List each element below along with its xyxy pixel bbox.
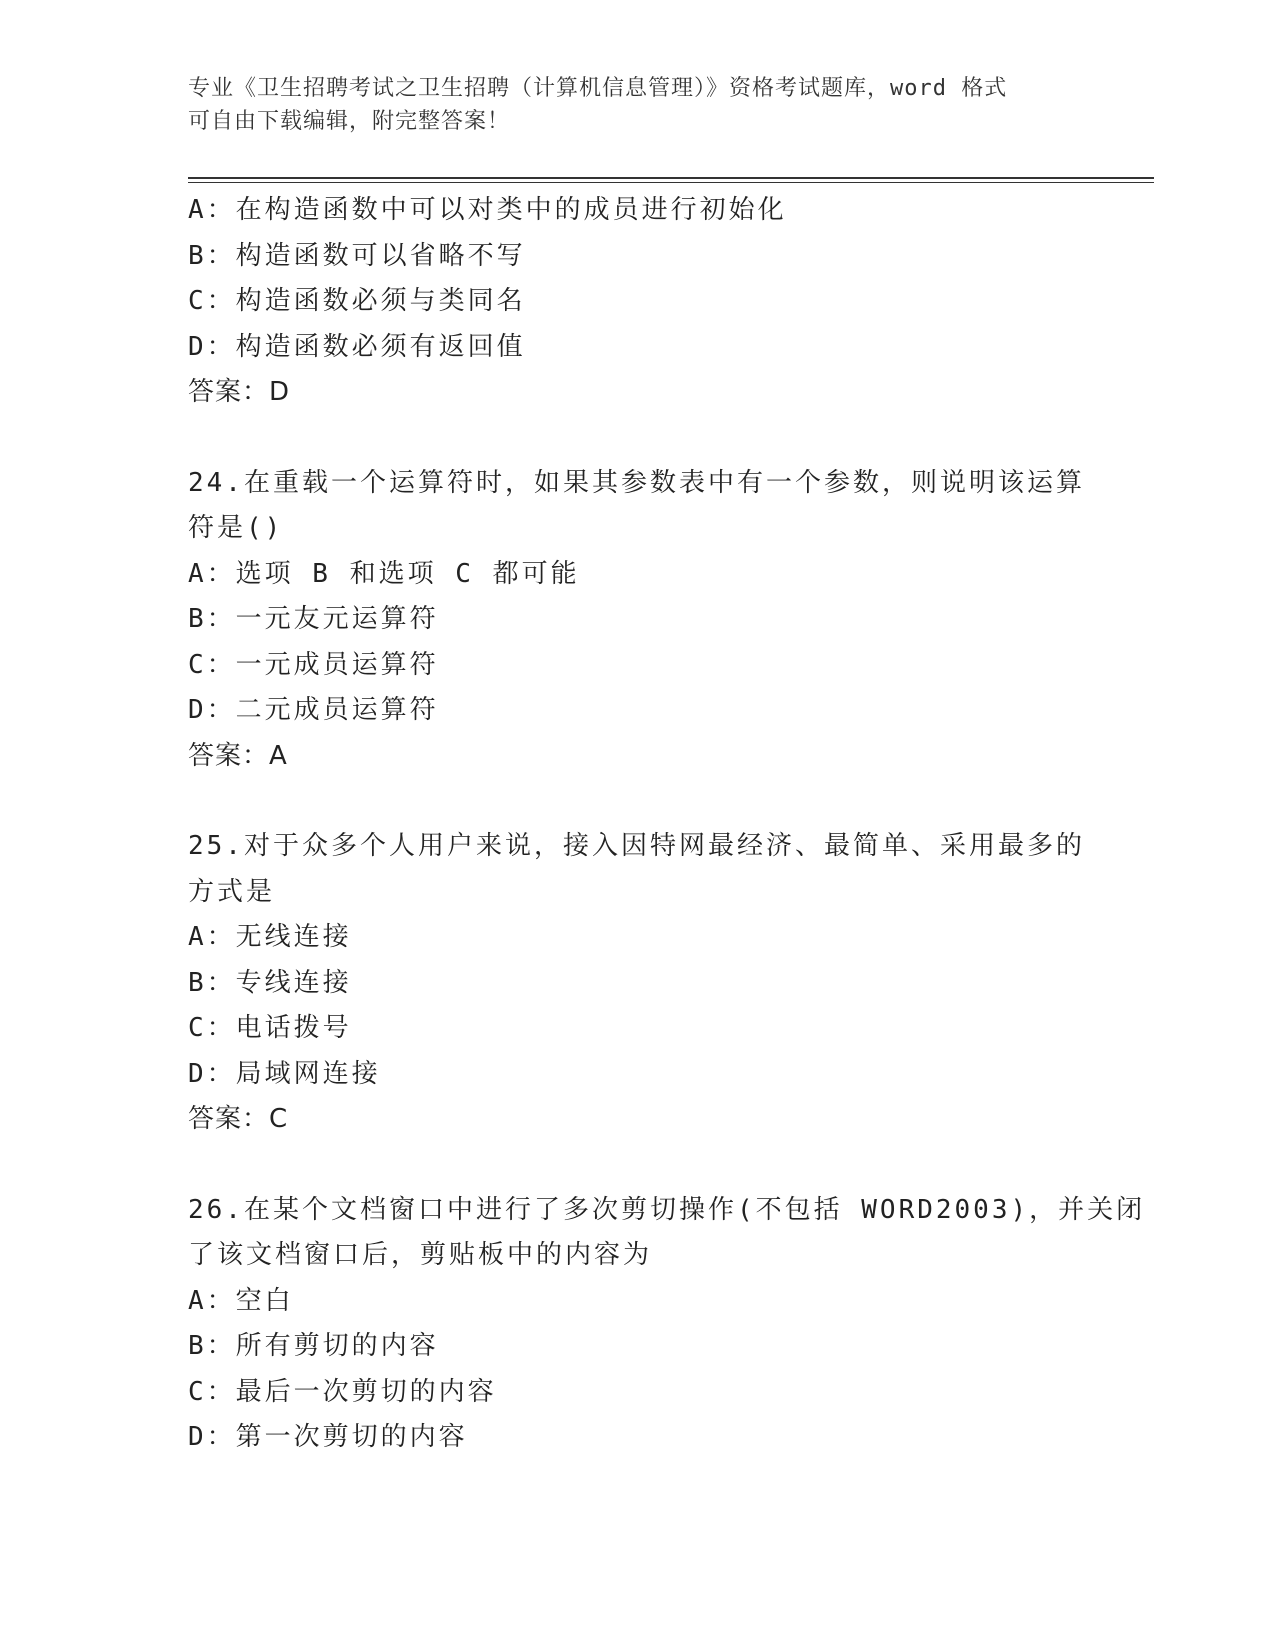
question-26 (188, 1188, 1146, 1461)
question-text-line-1: 25.对于众多个人用户来说，接入因特网最经济、最简单、采用最多的 (188, 831, 1085, 861)
option-b: B：构造函数可以省略不写 (188, 240, 526, 271)
answer: 答案：A (188, 740, 288, 771)
option-d: D：构造函数必须有返回值 (188, 331, 526, 362)
option-b: B：所有剪切的内容 (188, 1331, 439, 1361)
question-text-line-2: 了该文档窗口后，剪贴板中的内容为 (188, 1240, 653, 1270)
spacer (188, 779, 1088, 824)
option-d: D：局域网连接 (188, 1058, 381, 1089)
header-rule-thick (188, 177, 1154, 179)
question-text-line-1: 26.在某个文档窗口中进行了多次剪切操作(不包括 WORD2003)，并关闭 (188, 1194, 1146, 1225)
header-rule-thin (188, 182, 1154, 183)
option-a: A：在构造函数中可以对类中的成员进行初始化 (188, 195, 787, 225)
question-24 (188, 461, 1088, 780)
spacer (188, 416, 1088, 461)
option-b: B：专线连接 (188, 967, 352, 998)
option-c: C：构造函数必须与类同名 (188, 286, 526, 316)
option-d: D：二元成员运算符 (188, 695, 439, 725)
question-text-line-2: 符是() (188, 513, 284, 543)
option-a: A：空白 (188, 1285, 294, 1316)
option-a: A：无线连接 (188, 922, 352, 952)
option-c: C：一元成员运算符 (188, 649, 439, 680)
document-header (188, 72, 1088, 138)
option-d: D：第一次剪切的内容 (188, 1422, 468, 1452)
answer: 答案：C (188, 1104, 289, 1134)
spacer (188, 1143, 1088, 1188)
question-25 (188, 824, 1088, 1143)
option-b: B：一元友元运算符 (188, 604, 439, 634)
question-23 (188, 188, 1088, 416)
option-c: C：最后一次剪切的内容 (188, 1376, 497, 1407)
option-a: A：选项 B 和选项 C 都可能 (188, 558, 580, 589)
header-line-1: 专业《卫生招聘考试之卫生招聘（计算机信息管理）》资格考试题库，word 格式 (188, 76, 1008, 101)
header-line-2: 可自由下载编辑，附完整答案！ (188, 109, 511, 134)
question-text-line-2: 方式是 (188, 876, 276, 907)
question-list (188, 188, 1146, 1461)
question-text-line-1: 24.在重载一个运算符时，如果其参数表中有一个参数，则说明该运算 (188, 467, 1085, 498)
option-c: C：电话拨号 (188, 1013, 352, 1043)
answer: 答案：D (188, 377, 291, 407)
